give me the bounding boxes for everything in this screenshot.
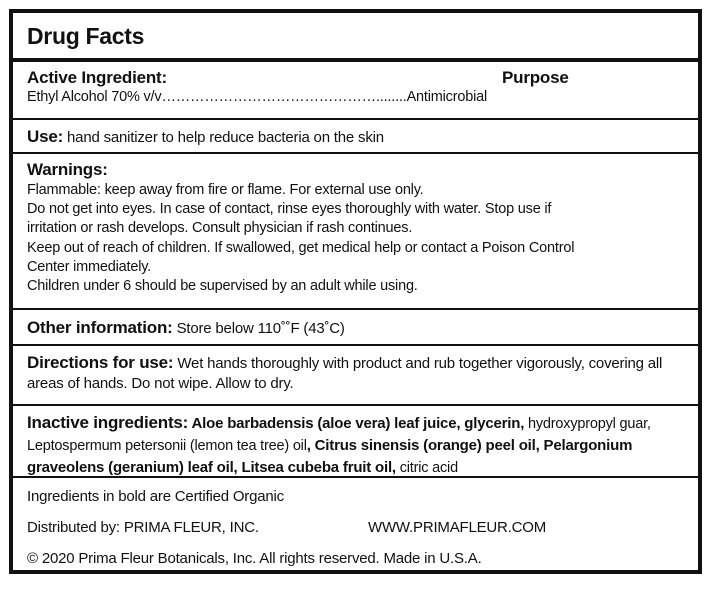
warnings-text [27, 181, 574, 296]
inactive-regular-2: citric acid [395, 460, 458, 476]
inactive-regular-1: hydroxypropyl guar, Leptospermum petersonii (lemon tea tree) oil [27, 416, 651, 454]
purpose-heading: Purpose [502, 68, 569, 87]
drug-facts-title-section [13, 13, 698, 62]
directions-section [13, 346, 698, 406]
purpose-value: Antimicrobial [406, 89, 487, 105]
warnings-heading: Warnings: [27, 160, 108, 179]
warnings-section [13, 154, 698, 310]
directions-heading: Directions for use: [27, 353, 174, 372]
warning-line: Flammable: keep away from fire or flame. For external use only. [27, 182, 424, 198]
dot-leader: ………………………………………........ [161, 89, 407, 105]
copyright-text: © 2020 Prima Fleur Botanicals, Inc. All rights reserved. Made in U.S.A. [27, 550, 482, 567]
inactive-bold-organic-1: Aloe barbadensis (aloe vera) leaf juice, glycerin, [188, 415, 525, 432]
warning-line: irritation or rash develops. Consult physician if rash continues. [27, 220, 413, 237]
organic-note: Ingredients in bold are Certified Organic [27, 488, 284, 505]
inactive-ingredients-heading: Inactive ingredients: [27, 413, 189, 432]
website-text: WWW.PRIMAFLEUR.COM [368, 519, 547, 536]
other-information-heading: Other information: [27, 318, 173, 337]
inactive-ingredients-block [27, 412, 692, 479]
other-information-section [13, 310, 698, 346]
use-section [13, 120, 698, 154]
warning-line: Keep out of reach of children. If swallowed, get medical help or contact a Poison Control [27, 239, 575, 256]
warning-line: Center immediately. [27, 258, 152, 275]
active-ingredient-heading: Active Ingredient: [27, 68, 167, 87]
other-information-line [27, 318, 345, 338]
use-line [27, 127, 384, 147]
drug-facts-title: Drug Facts [27, 23, 145, 49]
warning-line: Do not get into eyes. In case of contact, rinse eyes thoroughly with water. Stop use if [27, 201, 552, 218]
active-ingredient-name: Ethyl Alcohol 70% v/v [27, 89, 162, 105]
other-information-text: Store below 110˚˚F (43˚C) [172, 320, 345, 337]
distributor-text: Distributed by: PRIMA FLEUR, INC. [27, 519, 259, 536]
active-ingredient-section [13, 62, 698, 120]
drug-facts-panel [9, 9, 702, 574]
use-text: hand sanitizer to help reduce bacteria on the skin [63, 129, 384, 146]
use-heading: Use: [27, 127, 64, 146]
inactive-ingredients-section [13, 406, 698, 478]
inactive-bold-organic-2: , Citrus sinensis (orange) peel oil, Pelargonium graveolens (geranium) leaf oil, Litsea cubeba fruit oil, [27, 437, 633, 476]
directions-text: Wet hands thoroughly with product and rub together vigorously, covering all areas of hands. Do not wipe. Allow to dry. [27, 355, 663, 392]
active-ingredient-line [27, 89, 487, 105]
directions-text-block [27, 353, 688, 394]
footer-section [13, 478, 698, 570]
warning-line: Children under 6 should be supervised by an adult while using. [27, 278, 418, 295]
